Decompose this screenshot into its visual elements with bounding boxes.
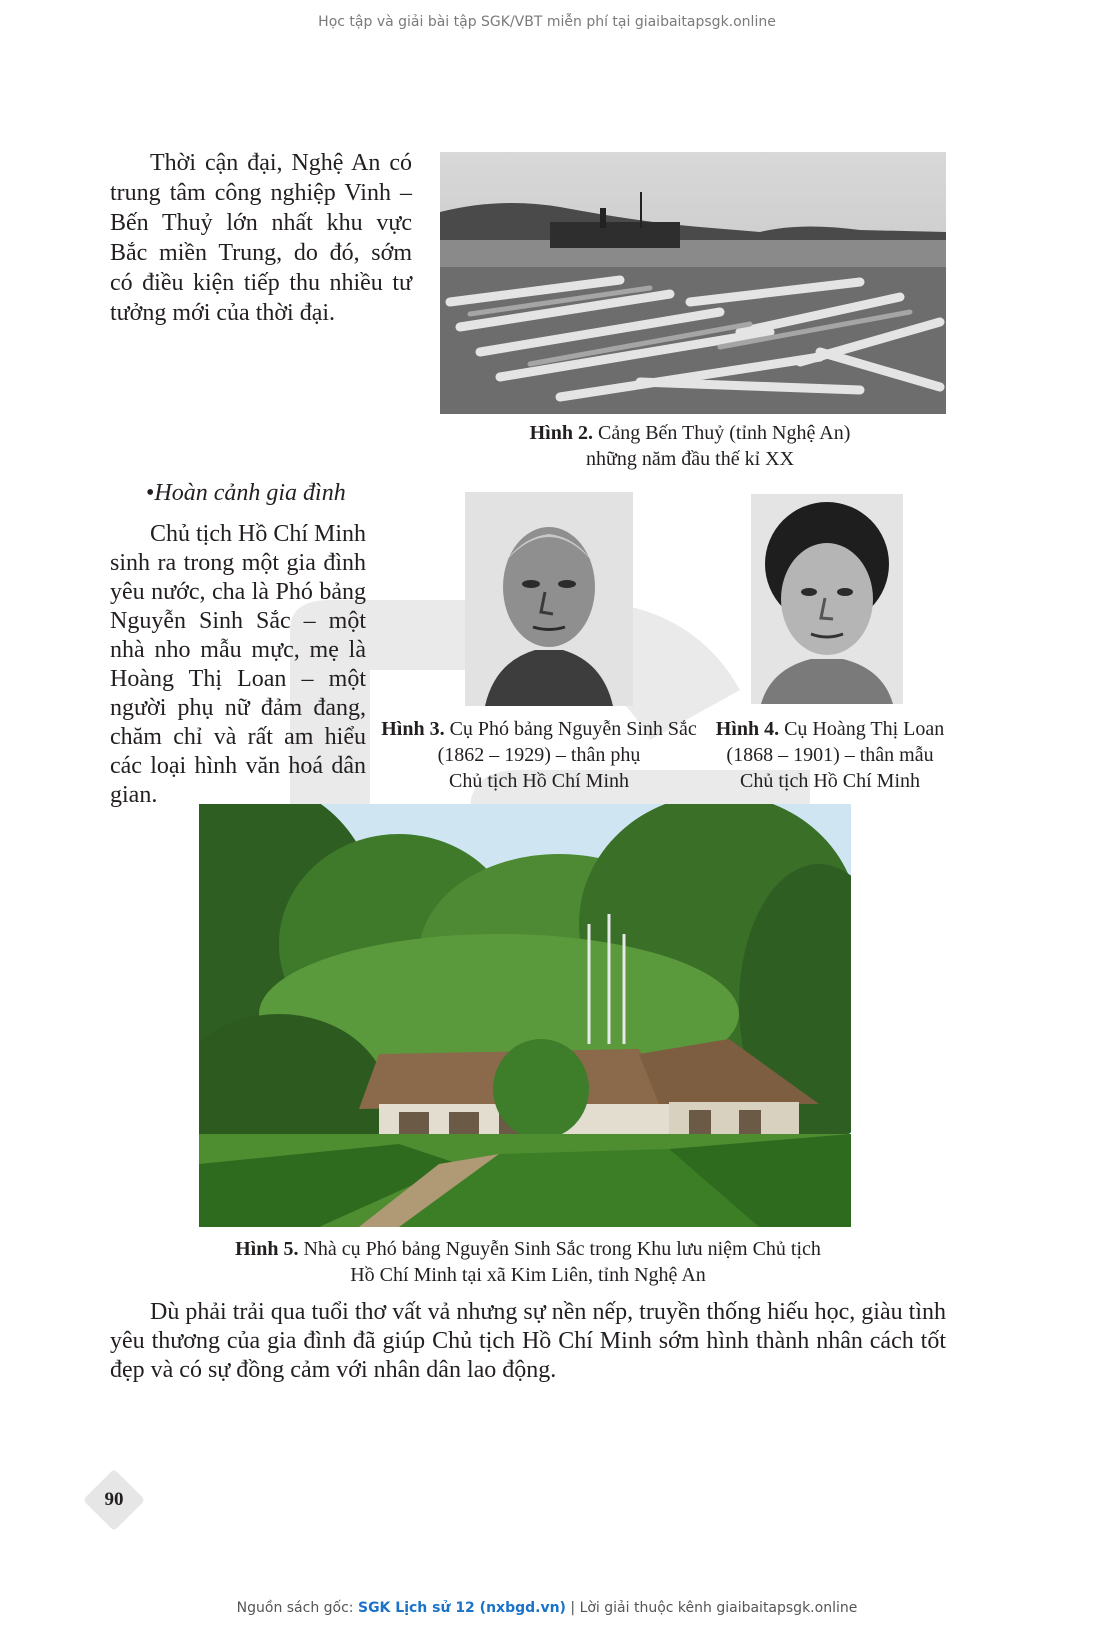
figure-2-label: Hình 2. [529,422,593,444]
family-paragraph: Chủ tịch Hồ Chí Minh sinh ra trong một gia đình yêu nước, cha là Phó bảng Nguyễn Sinh Sắc – một nhà nho mẫu mực, mẹ là Hoàng Thị Loan – một người phụ nữ đảm đang, chăm chỉ và rất am hiểu các loại hình văn hoá dân gian. [110,521,367,808]
figure-5-caption [200,1236,856,1288]
figure-4-photo [751,494,903,704]
figure-3-label: Hình 3. [381,718,445,740]
figure-3-line3: Chủ tịch Hồ Chí Minh [448,770,629,792]
figure-5-line1: Nhà cụ Phó bảng Nguyễn Sinh Sắc trong Khu lưu niệm Chủ tịch [303,1238,821,1260]
figure-3-line1: Cụ Phó bảng Nguyễn Sinh Sắc [449,718,697,740]
page-number: 90 [104,1489,124,1510]
figure-3-line2: (1862 – 1929) – thân phụ [437,744,641,766]
intro-paragraph: Thời cận đại, Nghệ An có trung tâm công nghiệp Vinh – Bến Thuỷ lớn nhất khu vực Bắc miền Trung, do đó, sớm có điều kiện tiếp thu nhiều tư tưởng mới của thời đại. [110,150,412,326]
family-heading [146,480,346,507]
footer-prefix: Nguồn sách gốc: [236,1600,358,1616]
figure-5-label: Hình 5. [235,1238,299,1260]
footer-suffix: | Lời giải thuộc kênh giaibaitapsgk.online [565,1600,858,1616]
figure-2-caption-line2: những năm đầu thế kỉ XX [585,448,795,470]
closing-paragraph: Dù phải trải qua tuổi thơ vất vả nhưng sự nền nếp, truyền thống hiếu học, giàu tình yêu thương của gia đình đã giúp Chủ tịch Hồ Chí Minh sớm hình thành nhân cách tốt đẹp và có sự đồng cảm với nhân dân lao động. [110,1299,946,1383]
figure-2-caption-line1: Cảng Bến Thuỷ (tỉnh Nghệ An) [597,422,851,444]
footer-source-link[interactable]: SGK Lịch sử 12 (nxbgd.vn) [357,1600,566,1616]
figure-4-line3: Chủ tịch Hồ Chí Minh [739,770,920,792]
page-footer [0,1600,1094,1616]
figure-4-line1: Cụ Hoàng Thị Loan [784,718,945,740]
figure-3-caption [380,716,698,794]
figure-2-photo [440,152,946,414]
bullet-marker: • [146,480,155,506]
figure-4-line2: (1868 – 1901) – thân mẫu [726,744,934,766]
figure-4-label: Hình 4. [715,718,780,740]
figure-3-photo [465,492,633,706]
figure-5-line2: Hồ Chí Minh tại xã Kim Liên, tỉnh Nghệ An [350,1264,706,1286]
page-header: Học tập và giải bài tập SGK/VBT miễn phí tại giaibaitapsgk.online [318,14,776,30]
family-heading-text: Hoàn cảnh gia đình [154,480,346,506]
figure-5-photo [199,804,851,1227]
figure-4-caption [712,716,948,794]
figure-2-caption [440,420,940,472]
